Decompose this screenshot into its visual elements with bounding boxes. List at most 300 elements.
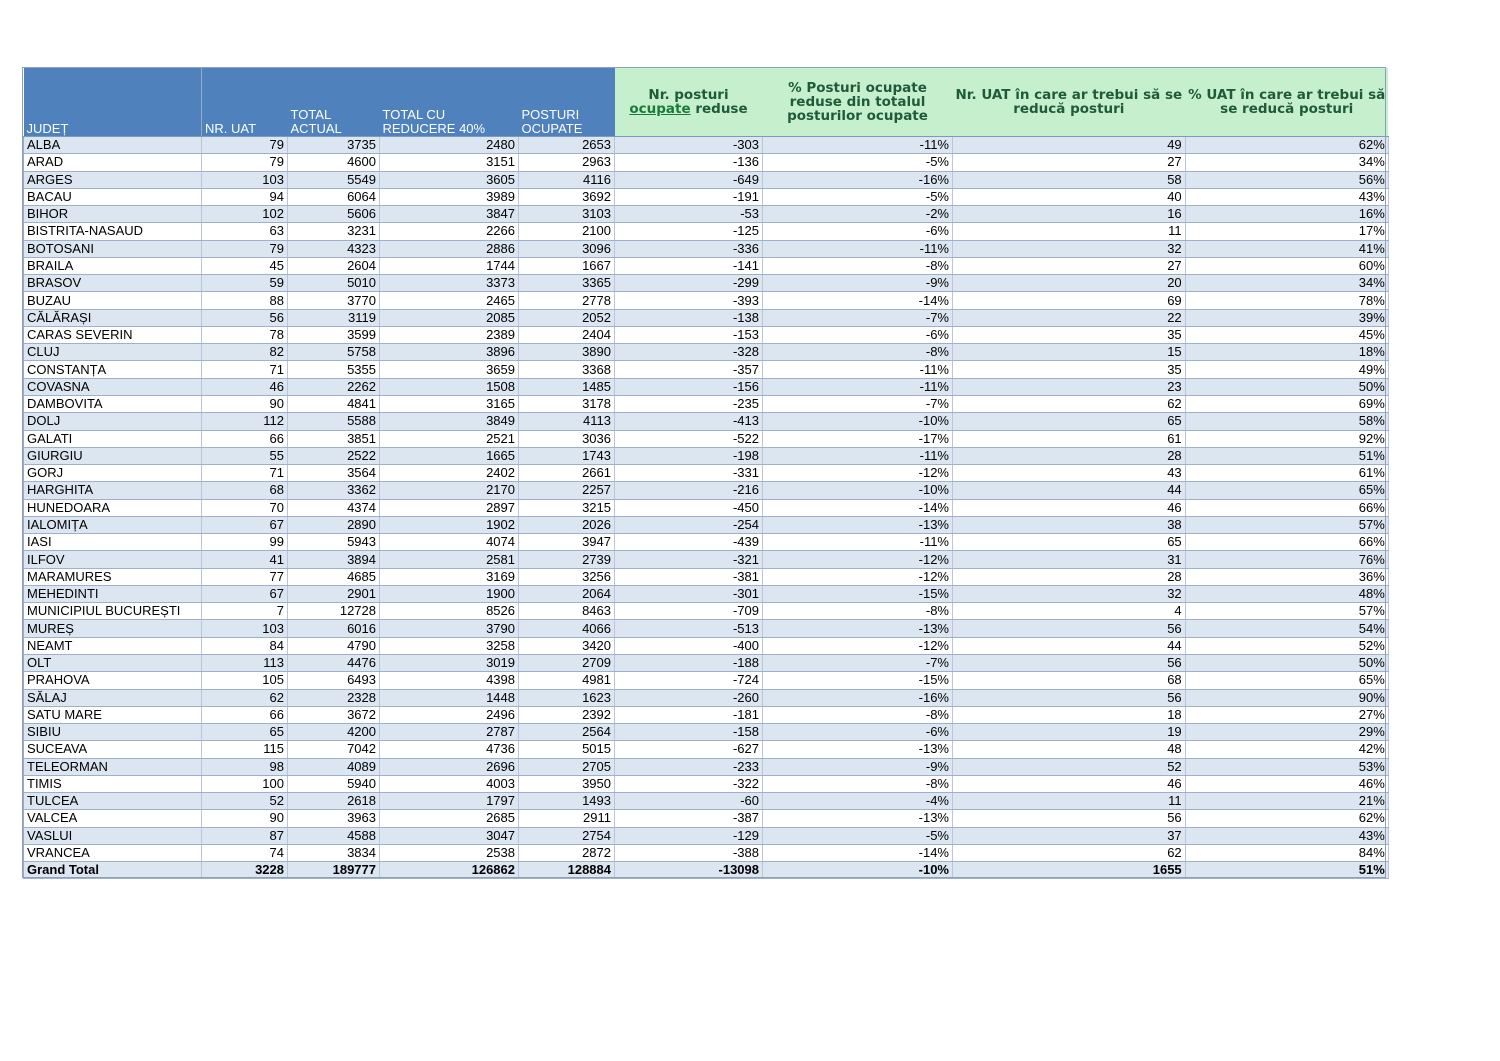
value-cell: -8% — [763, 775, 953, 792]
value-cell: 82 — [202, 344, 288, 361]
value-cell: 4200 — [288, 724, 380, 741]
value-cell: 66 — [202, 430, 288, 447]
value-cell: 4113 — [519, 413, 615, 430]
value-cell: 70 — [202, 499, 288, 516]
value-cell: -10% — [763, 482, 953, 499]
value-cell: 74 — [202, 844, 288, 861]
county-cell: CONSTANȚA — [24, 361, 202, 378]
header-nr-uat: NR. UAT — [202, 68, 288, 137]
value-cell: 1508 — [380, 378, 519, 395]
value-cell: 1448 — [380, 689, 519, 706]
table-row — [24, 741, 1389, 758]
value-cell: -9% — [763, 275, 953, 292]
value-cell: 2739 — [519, 551, 615, 568]
value-cell: -328 — [615, 344, 763, 361]
value-cell: 1797 — [380, 793, 519, 810]
value-cell: 2402 — [380, 465, 519, 482]
value-cell: 3896 — [380, 344, 519, 361]
value-cell: -53 — [615, 206, 763, 223]
value-cell: 4374 — [288, 499, 380, 516]
value-cell: 3178 — [519, 395, 615, 412]
value-cell: 65 — [202, 724, 288, 741]
value-cell: 2496 — [380, 706, 519, 723]
value-cell: 63 — [202, 223, 288, 240]
value-cell: 189777 — [288, 862, 380, 879]
county-cell: SIBIU — [24, 724, 202, 741]
county-cell: GALATI — [24, 430, 202, 447]
value-cell: -387 — [615, 810, 763, 827]
value-cell: -11% — [763, 137, 953, 154]
value-cell: 2901 — [288, 585, 380, 602]
value-cell: -188 — [615, 654, 763, 671]
value-cell: 48% — [1185, 585, 1388, 602]
county-cell: HUNEDOARA — [24, 499, 202, 516]
value-cell: 2262 — [288, 378, 380, 395]
value-cell: 78% — [1185, 292, 1388, 309]
value-cell: 2538 — [380, 844, 519, 861]
county-cell: NEAMT — [24, 637, 202, 654]
value-cell: 84 — [202, 637, 288, 654]
table-row — [24, 585, 1389, 602]
value-cell: 2064 — [519, 585, 615, 602]
value-cell: 4790 — [288, 637, 380, 654]
value-cell: 28 — [953, 447, 1186, 464]
value-cell: 3215 — [519, 499, 615, 516]
county-cell: MUREȘ — [24, 620, 202, 637]
value-cell: -136 — [615, 154, 763, 171]
value-cell: 27 — [953, 257, 1186, 274]
table-row — [24, 620, 1389, 637]
value-cell: 2100 — [519, 223, 615, 240]
value-cell: 3947 — [519, 534, 615, 551]
value-cell: 11 — [953, 223, 1186, 240]
value-cell: 5758 — [288, 344, 380, 361]
value-cell: 12728 — [288, 603, 380, 620]
value-cell: 2564 — [519, 724, 615, 741]
county-cell: HARGHITA — [24, 482, 202, 499]
value-cell: -10% — [763, 413, 953, 430]
county-cell: Grand Total — [24, 862, 202, 879]
county-cell: CLUJ — [24, 344, 202, 361]
value-cell: -627 — [615, 741, 763, 758]
value-cell: -14% — [763, 499, 953, 516]
table-row — [24, 430, 1389, 447]
county-cell: ILFOV — [24, 551, 202, 568]
value-cell: -322 — [615, 775, 763, 792]
value-cell: 65% — [1185, 482, 1388, 499]
value-cell: 15 — [953, 344, 1186, 361]
value-cell: -125 — [615, 223, 763, 240]
value-cell: -299 — [615, 275, 763, 292]
value-cell: -649 — [615, 171, 763, 188]
county-cell: COVASNA — [24, 378, 202, 395]
value-cell: 4736 — [380, 741, 519, 758]
value-cell: -7% — [763, 309, 953, 326]
value-cell: 3672 — [288, 706, 380, 723]
value-cell: 2389 — [380, 326, 519, 343]
value-cell: 7042 — [288, 741, 380, 758]
value-cell: 56 — [953, 654, 1186, 671]
value-cell: 3019 — [380, 654, 519, 671]
table-row — [24, 603, 1389, 620]
value-cell: -235 — [615, 395, 763, 412]
value-cell: -13% — [763, 741, 953, 758]
table-row — [24, 827, 1389, 844]
value-cell: 62% — [1185, 810, 1388, 827]
value-cell: -513 — [615, 620, 763, 637]
value-cell: 90 — [202, 395, 288, 412]
value-cell: 58 — [953, 171, 1186, 188]
value-cell: -14% — [763, 844, 953, 861]
value-cell: 18 — [953, 706, 1186, 723]
value-cell: -14% — [763, 292, 953, 309]
value-cell: 4685 — [288, 568, 380, 585]
header-nr-posturi-reduse: Nr. posturi ocupate reduse — [615, 68, 763, 137]
value-cell: 3989 — [380, 188, 519, 205]
value-cell: 43 — [953, 465, 1186, 482]
table-row — [24, 706, 1389, 723]
value-cell: 61% — [1185, 465, 1388, 482]
value-cell: 69% — [1185, 395, 1388, 412]
value-cell: 2709 — [519, 654, 615, 671]
value-cell: 4003 — [380, 775, 519, 792]
value-cell: 48 — [953, 741, 1186, 758]
value-cell: 2521 — [380, 430, 519, 447]
value-cell: 49 — [953, 137, 1186, 154]
value-cell: 52 — [202, 793, 288, 810]
value-cell: 98 — [202, 758, 288, 775]
value-cell: -413 — [615, 413, 763, 430]
value-cell: 57% — [1185, 516, 1388, 533]
county-cell: PRAHOVA — [24, 672, 202, 689]
value-cell: -191 — [615, 188, 763, 205]
table-row — [24, 326, 1389, 343]
table-row — [24, 844, 1389, 861]
value-cell: 2897 — [380, 499, 519, 516]
value-cell: -11% — [763, 240, 953, 257]
value-cell: 5606 — [288, 206, 380, 223]
value-cell: -12% — [763, 568, 953, 585]
value-cell: 19 — [953, 724, 1186, 741]
value-cell: 3735 — [288, 137, 380, 154]
value-cell: 3151 — [380, 154, 519, 171]
value-cell: 61 — [953, 430, 1186, 447]
county-cell: GIURGIU — [24, 447, 202, 464]
value-cell: 53% — [1185, 758, 1388, 775]
value-cell: 66% — [1185, 534, 1388, 551]
value-cell: 78 — [202, 326, 288, 343]
county-cell: BIHOR — [24, 206, 202, 223]
table-row — [24, 154, 1389, 171]
table-row — [24, 206, 1389, 223]
value-cell: -156 — [615, 378, 763, 395]
value-cell: 35 — [953, 326, 1186, 343]
county-cell: MUNICIPIUL BUCUREȘTI — [24, 603, 202, 620]
value-cell: -15% — [763, 672, 953, 689]
table-row — [24, 551, 1389, 568]
value-cell: 3659 — [380, 361, 519, 378]
table-row — [24, 378, 1389, 395]
value-cell: 2170 — [380, 482, 519, 499]
value-cell: 2522 — [288, 447, 380, 464]
value-cell: 11 — [953, 793, 1186, 810]
value-cell: 3834 — [288, 844, 380, 861]
value-cell: 90 — [202, 810, 288, 827]
county-cell: CĂLĂRAȘI — [24, 309, 202, 326]
value-cell: 2392 — [519, 706, 615, 723]
value-cell: 3692 — [519, 188, 615, 205]
value-cell: 3890 — [519, 344, 615, 361]
county-cell: BRAILA — [24, 257, 202, 274]
value-cell: 2026 — [519, 516, 615, 533]
value-cell: 3258 — [380, 637, 519, 654]
value-cell: 32 — [953, 585, 1186, 602]
value-cell: -12% — [763, 551, 953, 568]
value-cell: 3950 — [519, 775, 615, 792]
value-cell: 65 — [953, 413, 1186, 430]
county-cell: ARAD — [24, 154, 202, 171]
value-cell: 35 — [953, 361, 1186, 378]
value-cell: 54% — [1185, 620, 1388, 637]
value-cell: 38 — [953, 516, 1186, 533]
value-cell: -303 — [615, 137, 763, 154]
value-cell: 56% — [1185, 171, 1388, 188]
table-row — [24, 275, 1389, 292]
table-row — [24, 724, 1389, 741]
value-cell: 100 — [202, 775, 288, 792]
value-cell: 7 — [202, 603, 288, 620]
value-cell: 102 — [202, 206, 288, 223]
county-cell: MARAMURES — [24, 568, 202, 585]
county-cell: DAMBOVITA — [24, 395, 202, 412]
value-cell: -8% — [763, 603, 953, 620]
total-row — [24, 862, 1389, 879]
value-cell: 41% — [1185, 240, 1388, 257]
county-cell: ALBA — [24, 137, 202, 154]
county-cell: CARAS SEVERIN — [24, 326, 202, 343]
value-cell: 2085 — [380, 309, 519, 326]
county-cell: BUZAU — [24, 292, 202, 309]
value-cell: -10% — [763, 862, 953, 879]
value-cell: 2661 — [519, 465, 615, 482]
value-cell: 68 — [953, 672, 1186, 689]
value-cell: -13098 — [615, 862, 763, 879]
value-cell: -388 — [615, 844, 763, 861]
value-cell: 3119 — [288, 309, 380, 326]
table-row — [24, 689, 1389, 706]
value-cell: 36% — [1185, 568, 1388, 585]
value-cell: 2618 — [288, 793, 380, 810]
header-pct-posturi-reduse: % Posturi ocupate reduse din totalul posturilor ocupate — [763, 68, 953, 137]
value-cell: 20 — [953, 275, 1186, 292]
value-cell: 3605 — [380, 171, 519, 188]
value-cell: 105 — [202, 672, 288, 689]
value-cell: 2778 — [519, 292, 615, 309]
value-cell: 3770 — [288, 292, 380, 309]
value-cell: 41 — [202, 551, 288, 568]
value-cell: -5% — [763, 827, 953, 844]
value-cell: -141 — [615, 257, 763, 274]
value-cell: 76% — [1185, 551, 1388, 568]
value-cell: 58% — [1185, 413, 1388, 430]
value-cell: 28 — [953, 568, 1186, 585]
value-cell: -400 — [615, 637, 763, 654]
value-cell: -709 — [615, 603, 763, 620]
value-cell: -60 — [615, 793, 763, 810]
value-cell: 56 — [202, 309, 288, 326]
value-cell: 4089 — [288, 758, 380, 775]
value-cell: 8463 — [519, 603, 615, 620]
value-cell: 34% — [1185, 275, 1388, 292]
value-cell: 90% — [1185, 689, 1388, 706]
value-cell: 37 — [953, 827, 1186, 844]
value-cell: 69 — [953, 292, 1186, 309]
value-cell: 2480 — [380, 137, 519, 154]
value-cell: 1623 — [519, 689, 615, 706]
value-cell: 8526 — [380, 603, 519, 620]
value-cell: 88 — [202, 292, 288, 309]
table-row — [24, 447, 1389, 464]
value-cell: 31 — [953, 551, 1186, 568]
value-cell: 6064 — [288, 188, 380, 205]
header-row — [24, 68, 1389, 137]
value-cell: 27% — [1185, 706, 1388, 723]
county-cell: VALCEA — [24, 810, 202, 827]
table-row — [24, 413, 1389, 430]
header-posturi-ocupate: POSTURI OCUPATE — [519, 68, 615, 137]
value-cell: 60% — [1185, 257, 1388, 274]
value-cell: -15% — [763, 585, 953, 602]
value-cell: 77 — [202, 568, 288, 585]
value-cell: 2705 — [519, 758, 615, 775]
table-row — [24, 534, 1389, 551]
county-cell: BISTRITA-NASAUD — [24, 223, 202, 240]
value-cell: -331 — [615, 465, 763, 482]
value-cell: 5355 — [288, 361, 380, 378]
header-judet: JUDEȚ — [24, 68, 202, 137]
value-cell: 79 — [202, 240, 288, 257]
value-cell: -129 — [615, 827, 763, 844]
county-cell: DOLJ — [24, 413, 202, 430]
table-row — [24, 240, 1389, 257]
value-cell: 6016 — [288, 620, 380, 637]
table-body — [24, 137, 1389, 879]
table-row — [24, 257, 1389, 274]
value-cell: 71 — [202, 465, 288, 482]
value-cell: 62 — [953, 395, 1186, 412]
value-cell: 3096 — [519, 240, 615, 257]
county-cell: TIMIS — [24, 775, 202, 792]
value-cell: 3228 — [202, 862, 288, 879]
value-cell: -6% — [763, 724, 953, 741]
value-cell: 84% — [1185, 844, 1388, 861]
county-cell: MEHEDINTI — [24, 585, 202, 602]
value-cell: 2465 — [380, 292, 519, 309]
value-cell: 3790 — [380, 620, 519, 637]
value-cell: 23 — [953, 378, 1186, 395]
value-cell: 4074 — [380, 534, 519, 551]
value-cell: 62 — [953, 844, 1186, 861]
value-cell: 1902 — [380, 516, 519, 533]
value-cell: 32 — [953, 240, 1186, 257]
value-cell: -13% — [763, 516, 953, 533]
value-cell: 92% — [1185, 430, 1388, 447]
value-cell: 34% — [1185, 154, 1388, 171]
value-cell: 50% — [1185, 654, 1388, 671]
value-cell: 1667 — [519, 257, 615, 274]
table-row — [24, 672, 1389, 689]
value-cell: -321 — [615, 551, 763, 568]
value-cell: 42% — [1185, 741, 1388, 758]
value-cell: 1665 — [380, 447, 519, 464]
value-cell: 21% — [1185, 793, 1388, 810]
value-cell: -11% — [763, 361, 953, 378]
value-cell: 5010 — [288, 275, 380, 292]
value-cell: 2052 — [519, 309, 615, 326]
value-cell: -6% — [763, 326, 953, 343]
value-cell: 2604 — [288, 257, 380, 274]
value-cell: -724 — [615, 672, 763, 689]
value-cell: 2911 — [519, 810, 615, 827]
table-row — [24, 292, 1389, 309]
value-cell: -11% — [763, 378, 953, 395]
value-cell: 65% — [1185, 672, 1388, 689]
value-cell: 2696 — [380, 758, 519, 775]
county-cell: BACAU — [24, 188, 202, 205]
value-cell: 3894 — [288, 551, 380, 568]
value-cell: 79 — [202, 137, 288, 154]
value-cell: 44 — [953, 637, 1186, 654]
table-row — [24, 499, 1389, 516]
value-cell: 59 — [202, 275, 288, 292]
county-cell: SĂLAJ — [24, 689, 202, 706]
value-cell: -450 — [615, 499, 763, 516]
county-cell: BRASOV — [24, 275, 202, 292]
value-cell: 4066 — [519, 620, 615, 637]
header-pct-uat-reducere: % UAT în care ar trebui să se reducă posturi — [1185, 68, 1388, 137]
value-cell: 3103 — [519, 206, 615, 223]
table-row — [24, 171, 1389, 188]
value-cell: 3373 — [380, 275, 519, 292]
value-cell: 55 — [202, 447, 288, 464]
value-cell: -9% — [763, 758, 953, 775]
value-cell: -8% — [763, 344, 953, 361]
value-cell: 2754 — [519, 827, 615, 844]
table-row — [24, 309, 1389, 326]
value-cell: 6493 — [288, 672, 380, 689]
value-cell: 17% — [1185, 223, 1388, 240]
county-cell: TELEORMAN — [24, 758, 202, 775]
value-cell: -7% — [763, 654, 953, 671]
value-cell: 46% — [1185, 775, 1388, 792]
value-cell: 4981 — [519, 672, 615, 689]
value-cell: 45% — [1185, 326, 1388, 343]
value-cell: 2886 — [380, 240, 519, 257]
county-cell: VASLUI — [24, 827, 202, 844]
value-cell: 2257 — [519, 482, 615, 499]
value-cell: -17% — [763, 430, 953, 447]
value-cell: 51% — [1185, 447, 1388, 464]
value-cell: -357 — [615, 361, 763, 378]
value-cell: 3849 — [380, 413, 519, 430]
table-row — [24, 137, 1389, 154]
value-cell: -233 — [615, 758, 763, 775]
value-cell: -158 — [615, 724, 763, 741]
value-cell: 2963 — [519, 154, 615, 171]
county-cell: TULCEA — [24, 793, 202, 810]
value-cell: 3036 — [519, 430, 615, 447]
county-cell: GORJ — [24, 465, 202, 482]
